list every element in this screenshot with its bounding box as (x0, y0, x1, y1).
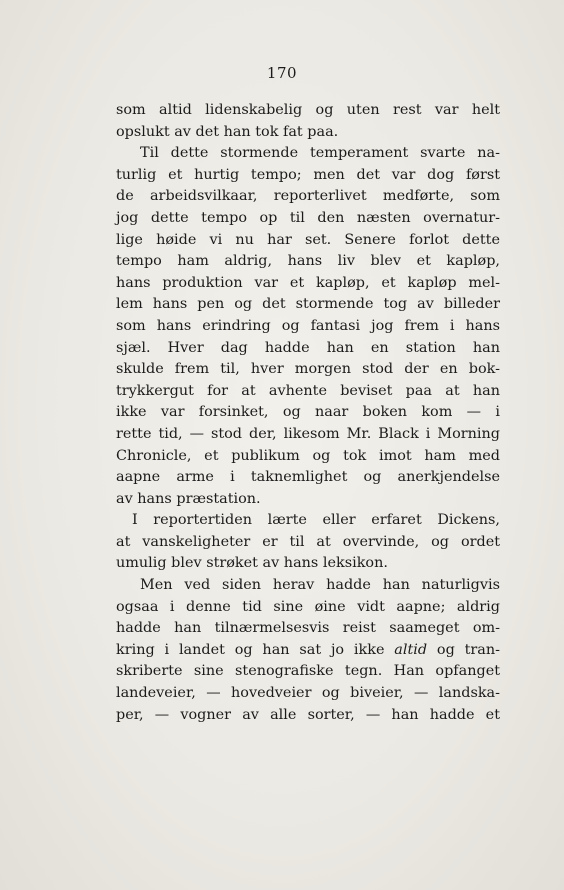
text-line: tempo ham aldrig, hans liv blev et kapløp, (116, 253, 500, 270)
body-text (116, 100, 500, 726)
text-segment: kring i landet og han sat jo ikke (116, 641, 385, 658)
text-line: hans produktion var et kapløp, et kapløp mel- (116, 274, 500, 291)
text-line: landeveier, — hovedveier og biveier, — landska- (116, 685, 500, 702)
text-line: jog dette tempo op til den næsten overnatur- (116, 209, 500, 226)
text-line: de arbeidsvilkaar, reporterlivet medførte, som (116, 188, 500, 205)
text-line: umulig blev strøket av hans leksikon. (116, 555, 388, 572)
text-line: aapne arme i taknemlighet og anerkjendelse (116, 469, 500, 486)
text-line: hadde han tilnærmelsesvis reist saameget om- (116, 620, 500, 637)
emphasized-word: altid (394, 641, 428, 658)
paragraph-start-line: Men ved siden herav hadde han naturligvis (140, 577, 500, 594)
text-line: lige høide vi nu har set. Senere forlot dette (116, 231, 500, 248)
text-line: rette tid, — stod der, likesom Mr. Black i Morning (116, 425, 500, 442)
text-line: av hans præstation. (116, 490, 261, 507)
text-line-with-emphasis (116, 640, 500, 662)
text-line: som hans erindring og fantasi jog frem i hans (116, 317, 500, 334)
text-line: skriberte sine stenografiske tegn. Han opfanget (116, 663, 500, 680)
text-line: lem hans pen og det stormende tog av billeder (116, 296, 500, 313)
text-line: sjæl. Hver dag hadde han en station han (116, 339, 500, 356)
text-line: turlig et hurtig tempo; men det var dog først (116, 166, 500, 183)
text-line: at vanskeligheter er til at overvinde, og ordet (116, 533, 500, 550)
text-segment: og tran- (436, 641, 500, 658)
text-line: ikke var forsinket, og naar boken kom — i (116, 404, 500, 421)
text-line: skulde frem til, hver morgen stod der en bok- (116, 361, 500, 378)
text-line: per, — vogner av alle sorter, — han hadde et (116, 706, 500, 723)
text-line: opslukt av det han tok fat paa. (116, 123, 339, 140)
text-line: Chronicle, et publikum og tok imot ham med (116, 447, 500, 464)
text-line: som altid lidenskabelig og uten rest var helt (116, 102, 500, 118)
paragraph-start-line: Til dette stormende temperament svarte na- (140, 145, 500, 162)
paragraph-start-line: I reportertiden lærte eller erfaret Dickens, (132, 512, 500, 529)
text-line: ogsaa i denne tid sine øine vidt aapne; aldrig (116, 598, 500, 615)
text-line: trykkergut for at avhente beviset paa at han (116, 382, 500, 399)
page-number: 170 (266, 64, 298, 82)
